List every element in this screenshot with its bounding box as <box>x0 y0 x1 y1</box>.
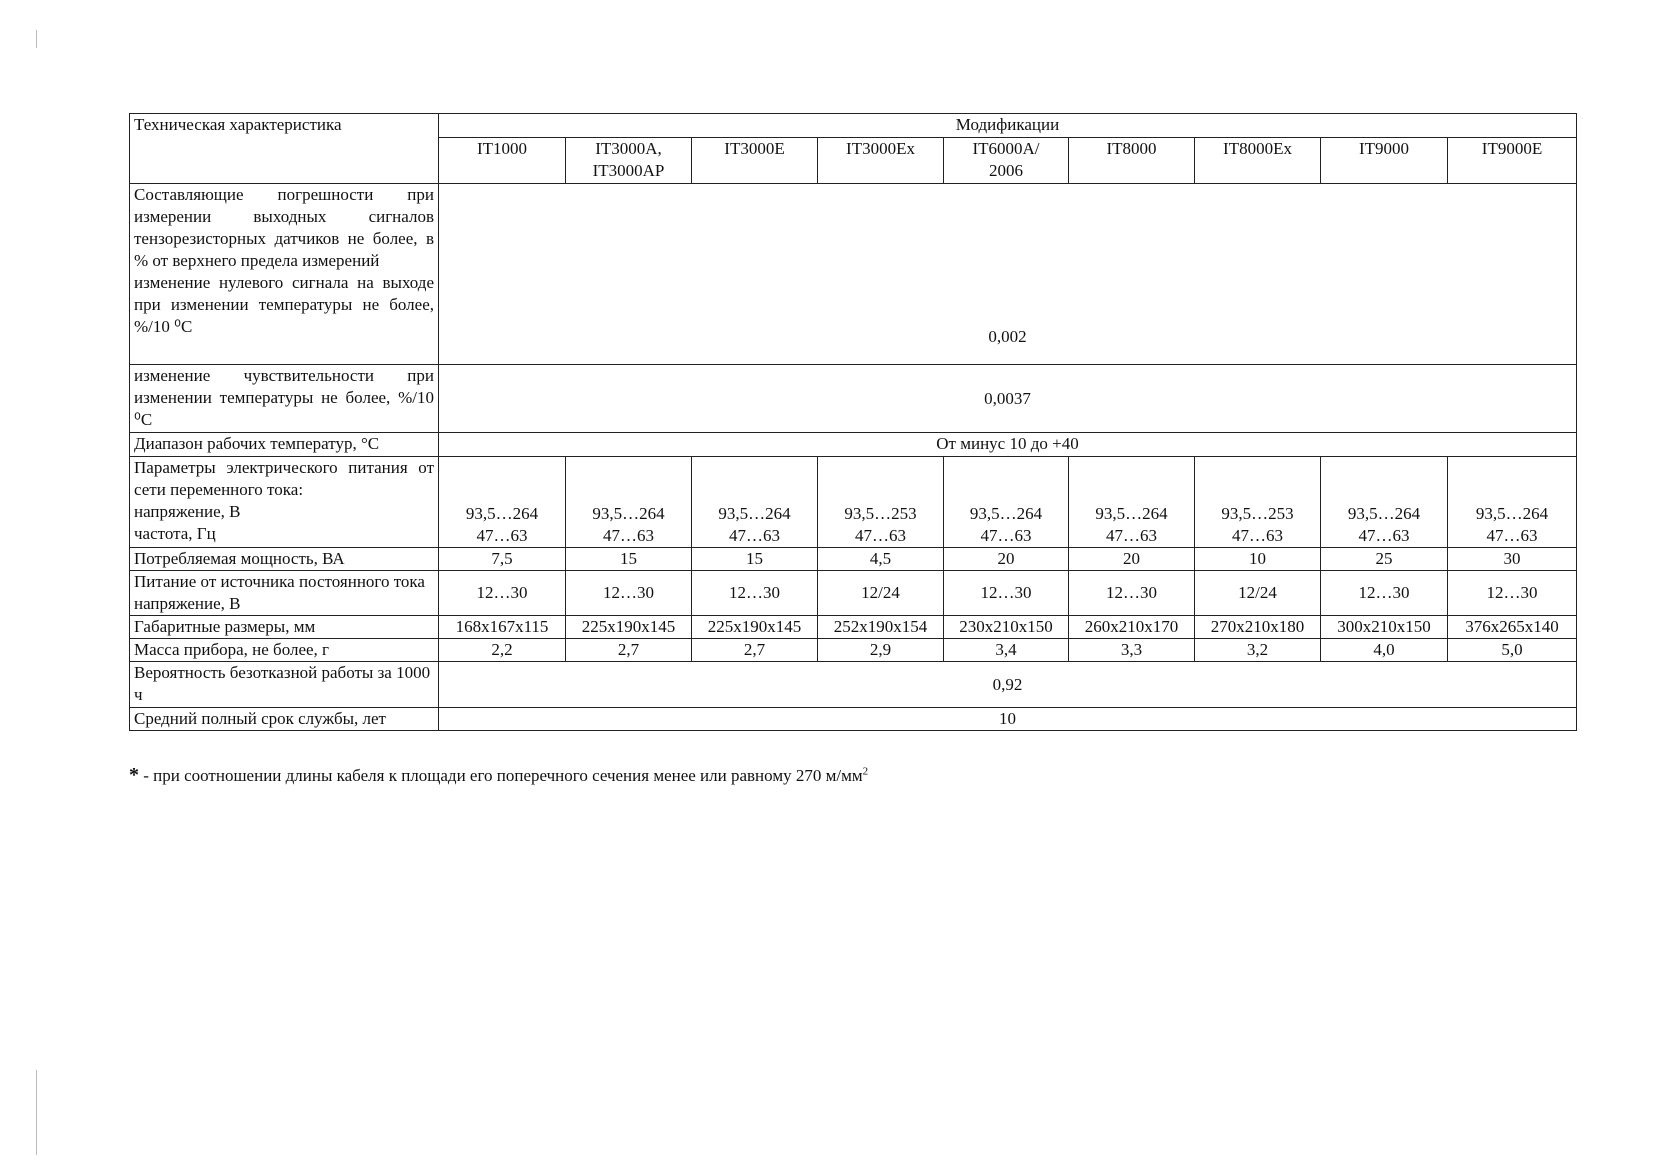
dc-power-value: 12…30 <box>944 571 1069 616</box>
consumption-value: 30 <box>1448 548 1577 571</box>
consumption-value: 20 <box>1069 548 1195 571</box>
consumption-value: 4,5 <box>818 548 944 571</box>
frequency-value: 47…63 <box>1106 526 1157 545</box>
footnote <box>129 764 868 787</box>
mass-value: 2,7 <box>566 639 692 662</box>
ac-power-cell <box>692 457 818 548</box>
error-components-label <box>130 184 439 365</box>
model-name-line: IT3000AP <box>592 161 665 180</box>
header-modifications: Модификации <box>439 114 1577 138</box>
voltage-value: 93,5…253 <box>1221 504 1294 523</box>
consumption-value: 15 <box>566 548 692 571</box>
footnote-sup: 2 <box>862 765 869 778</box>
model-name-line: IT9000 <box>1358 139 1410 158</box>
model-header <box>566 138 692 184</box>
voltage-value: 93,5…253 <box>844 504 917 523</box>
scan-mark <box>36 30 37 48</box>
frequency-value: 47…63 <box>855 526 906 545</box>
frequency-value: 47…63 <box>603 526 654 545</box>
footnote-mark: * <box>129 764 139 786</box>
dimensions-value: 260x210x170 <box>1069 616 1195 639</box>
voltage-value: 93,5…264 <box>718 504 791 523</box>
consumption-value: 10 <box>1195 548 1321 571</box>
dimensions-value: 230x210x150 <box>944 616 1069 639</box>
label-main: Составляющие погрешности при измерении выходных сигналов тензорезисторных датчиков не более, в % от верхнего предела измерений <box>134 185 434 270</box>
model-name-line: IT8000 <box>1106 139 1157 158</box>
model-header <box>1069 138 1195 184</box>
frequency-value: 47…63 <box>1486 526 1538 545</box>
dc-power-value: 12…30 <box>1069 571 1195 616</box>
reliability-value: 0,92 <box>439 662 1577 708</box>
mass-value: 2,2 <box>439 639 566 662</box>
voltage-value: 93,5…264 <box>969 504 1043 523</box>
dimensions-value: 168x167x115 <box>439 616 566 639</box>
mass-label: Масса прибора, не более, г <box>130 639 439 662</box>
dimensions-value: 252x190x154 <box>818 616 944 639</box>
frequency-value: 47…63 <box>1358 526 1410 545</box>
dc-power-value: 12/24 <box>1195 571 1321 616</box>
model-header <box>944 138 1069 184</box>
model-header <box>692 138 818 184</box>
voltage-value: 93,5…264 <box>1347 504 1421 523</box>
dimensions-value: 225x190x145 <box>566 616 692 639</box>
frequency-value: 47…63 <box>476 526 528 545</box>
frequency-label: частота, Гц <box>134 524 216 543</box>
frequency-value: 47…63 <box>1232 526 1283 545</box>
scan-mark <box>36 1070 37 1155</box>
model-name-line: IT9000E <box>1481 139 1543 158</box>
service-life-label: Средний полный срок службы, лет <box>130 708 439 731</box>
model-header <box>1195 138 1321 184</box>
ac-power-cell <box>944 457 1069 548</box>
mass-value: 2,7 <box>692 639 818 662</box>
dc-power-value: 12/24 <box>818 571 944 616</box>
ac-power-cell <box>439 457 566 548</box>
header-characteristic: Техническая характеристика <box>130 114 439 184</box>
mass-value: 3,4 <box>944 639 1069 662</box>
ac-power-cell <box>1069 457 1195 548</box>
dc-power-value: 12…30 <box>566 571 692 616</box>
mass-value: 3,2 <box>1195 639 1321 662</box>
model-name-line: IT6000A/ <box>972 139 1040 158</box>
zero-drift-value: 0,002 <box>439 184 1577 365</box>
ac-power-cell <box>1448 457 1577 548</box>
temp-range-value: От минус 10 до +40 <box>439 433 1577 457</box>
ac-power-cell <box>818 457 944 548</box>
model-header <box>1448 138 1577 184</box>
ac-power-cell <box>566 457 692 548</box>
consumption-value: 20 <box>944 548 1069 571</box>
consumption-value: 7,5 <box>439 548 566 571</box>
model-name-line: 2006 <box>989 161 1023 180</box>
sensitivity-label: изменение чувствительности при изменении температуры не более, %/10 ⁰С <box>130 365 439 433</box>
dimensions-value: 270x210x180 <box>1195 616 1321 639</box>
consumption-value: 25 <box>1321 548 1448 571</box>
model-header <box>818 138 944 184</box>
model-header <box>439 138 566 184</box>
model-name-line: IT1000 <box>476 139 528 158</box>
reliability-label: Вероятность безотказной работы за 1000 ч <box>130 662 439 708</box>
mass-value: 2,9 <box>818 639 944 662</box>
dc-power-value: 12…30 <box>1321 571 1448 616</box>
specifications-table <box>129 113 1577 731</box>
voltage-value: 93,5…264 <box>1475 504 1549 523</box>
dimensions-value: 225x190x145 <box>692 616 818 639</box>
voltage-value: 93,5…264 <box>465 504 539 523</box>
ac-power-cell <box>1321 457 1448 548</box>
voltage-value: 93,5…264 <box>592 504 665 523</box>
label-main: Параметры электрического питания от сети переменного тока: <box>134 458 434 499</box>
dimensions-value: 376x265x140 <box>1448 616 1577 639</box>
ac-power-label <box>130 457 439 548</box>
ac-power-cell <box>1195 457 1321 548</box>
dc-power-value: 12…30 <box>1448 571 1577 616</box>
dimensions-value: 300x210x150 <box>1321 616 1448 639</box>
frequency-value: 47…63 <box>729 526 780 545</box>
consumption-value: 15 <box>692 548 818 571</box>
mass-value: 4,0 <box>1321 639 1448 662</box>
dc-power-value: 12…30 <box>692 571 818 616</box>
model-header <box>1321 138 1448 184</box>
voltage-label: напряжение, В <box>134 502 241 521</box>
dimensions-label: Габаритные размеры, мм <box>130 616 439 639</box>
sensitivity-value: 0,0037 <box>439 365 1577 433</box>
service-life-value: 10 <box>439 708 1577 731</box>
temp-range-label: Диапазон рабочих температур, °С <box>130 433 439 457</box>
mass-value: 5,0 <box>1448 639 1577 662</box>
consumption-label: Потребляемая мощность, ВА <box>130 548 439 571</box>
dc-power-value: 12…30 <box>439 571 566 616</box>
frequency-value: 47…63 <box>980 526 1032 545</box>
model-name-line: IT8000Ex <box>1223 139 1292 158</box>
label-sub: изменение нулевого сигнала на выходе при изменении температуры не более, %/10 ⁰С <box>134 273 434 336</box>
model-name-line: IT3000A, <box>595 139 662 158</box>
mass-value: 3,3 <box>1069 639 1195 662</box>
voltage-value: 93,5…264 <box>1095 504 1168 523</box>
footnote-text: - при соотношении длины кабеля к площади его поперечного сечения менее или равному 270 м/мм <box>139 766 863 785</box>
model-name-line: IT3000E <box>724 139 785 158</box>
model-name-line: IT3000Ex <box>846 139 915 158</box>
dc-power-label: Питание от источника постоянного тока напряжение, В <box>130 571 439 616</box>
